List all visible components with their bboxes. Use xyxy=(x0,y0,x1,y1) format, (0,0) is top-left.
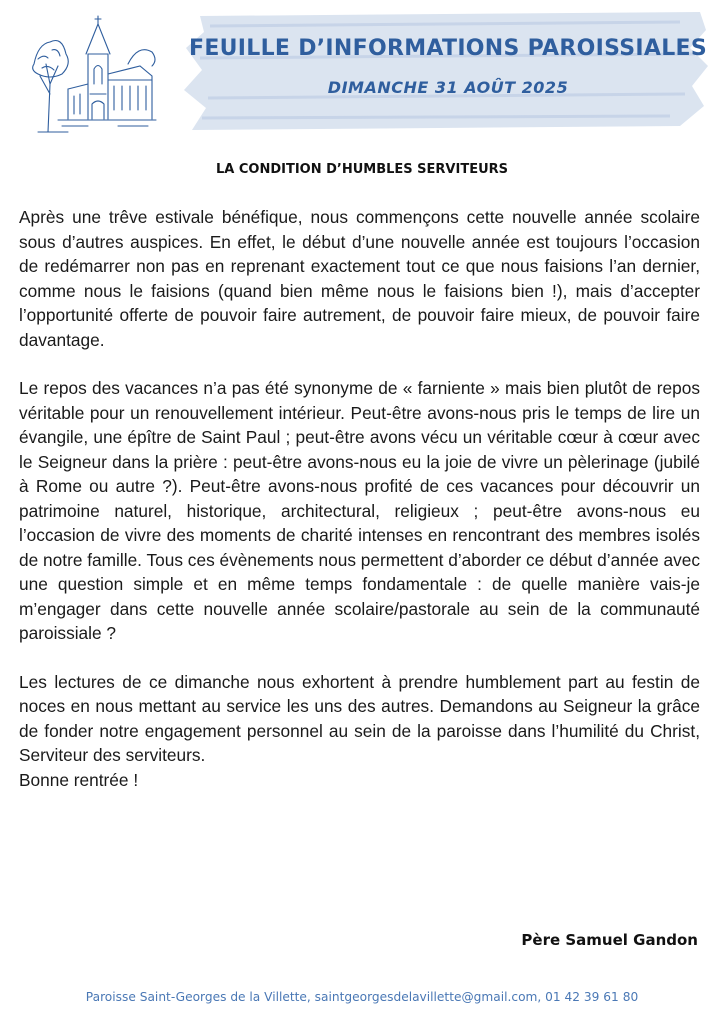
page-date: DIMANCHE 31 AOÛT 2025 xyxy=(327,78,569,97)
closing-line: Bonne rentrée ! xyxy=(19,769,139,790)
paragraph-3: Les lectures de ce dimanche nous exhortent à prendre humblement part au festin de noces en nous mettant au service les uns des autres. Demandons au Seigneur la grâce de fonder notre engagement personnel au sein de la paroisse dans l’humilité du Christ, Serviteur des serviteurs. xyxy=(19,671,700,765)
church-illustration-icon xyxy=(28,14,158,134)
page-title: FEUILLE D’INFORMATIONS PAROISSIALES xyxy=(188,36,707,61)
paragraph-2: Le repos des vacances n’a pas été synonyme de « farniente » mais bien plutôt de repos véritable pour un renouvellement intérieur. Peut-être avons-nous pris le temps de lire un évangile, une épître de Saint Paul ; peut-être avons vécu un véritable cœur à cœur avec le Seigneur dans la prière : peut-être avons-nous eu la joie de vivre un pèlerinage (jubilé à Rome ou autre ?). Peut-être avons-nous profité de ces vacances pour découvrir un patrimoine naturel, historique, architectural, religieux ; peut-être avons-nous eu l’occasion de vivre des moments de charité intenses en rencontrant des membres isolés de notre famille. Tous ces évènements nous permettent d’aborder ce début d’année avec une question simple et en même temps fondamentale : de quelle manière vais-je m’engager dans cette nouvelle année scolaire/pastorale au sein de la communauté paroissiale ? xyxy=(19,378,700,643)
article-body xyxy=(19,205,700,792)
paragraph-1: Après une trêve estivale bénéfique, nous commençons cette nouvelle année scolaire sous d’autres auspices. En effet, le début d’une nouvelle année est toujours l’occasion de redémarrer non pas en reprenant exactement tout ce que nous faisions l’an dernier, comme nous le faisions (quand bien même nous le faisions bien !), mais d’accepter l’opportunité offerte de pouvoir faire autrement, de pouvoir faire mieux, de pouvoir faire davantage. xyxy=(19,207,700,350)
signature: Père Samuel Gandon xyxy=(521,931,698,949)
page-header xyxy=(0,0,724,140)
header-brush-banner xyxy=(180,8,710,133)
footer-contact: Paroisse Saint-Georges de la Villette, saintgeorgesdelavillette@gmail.com, 01 42 39 61 80 xyxy=(85,990,639,1004)
article-title: LA CONDITION D’HUMBLES SERVITEURS xyxy=(215,162,509,177)
